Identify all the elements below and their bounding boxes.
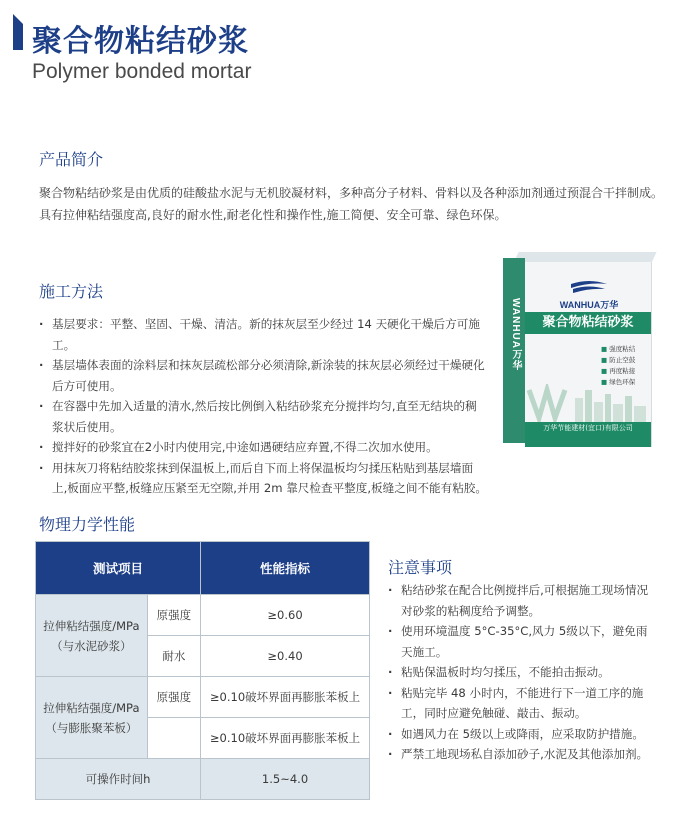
- title-accent-corner: [13, 14, 23, 24]
- table-label-cell: 可操作时间h: [36, 759, 201, 800]
- note-item: · 严禁工地现场私自添加砂子,水泥及其他添加剂。: [388, 744, 650, 765]
- method-item: · 基层墙体表面的涂料层和抹灰层疏松部分必须清除,新涂装的抹灰层必须经过干燥硬化后方可使用。: [39, 355, 487, 396]
- method-item: · 在容器中先加入适量的清水,然后按比例倒入粘结砂浆充分搅拌均匀,直至无结块的稠浆状后使用。: [39, 396, 487, 437]
- table-sub-cell: 原强度: [147, 595, 200, 636]
- package-brand: WANHUA万华: [559, 300, 619, 310]
- table-value-cell: ≥0.60: [201, 595, 370, 636]
- table-category-cell: [36, 595, 148, 677]
- page-subtitle: Polymer bonded mortar: [32, 60, 252, 83]
- table-header-row: [36, 542, 370, 595]
- table-value-cell: ≥0.10破坏界面再膨胀苯板上: [201, 718, 370, 759]
- package-feature: ■ 绿色环保: [601, 377, 635, 388]
- table-row: [36, 595, 370, 636]
- table-sub-cell: 原强度: [147, 677, 200, 718]
- note-item: · 如遇风力在 5级以上或降雨，应采取防护措施。: [388, 724, 650, 745]
- package-side-brand: WANHUA万华: [510, 298, 521, 371]
- method-item: · 搅拌好的砂浆宜在2小时内使用完,中途如遇硬结应弃置,不得二次加水使用。: [39, 437, 487, 458]
- table-value-cell: 1.5~4.0: [201, 759, 370, 800]
- category-line: （与水泥砂浆）: [51, 638, 132, 653]
- intro-text: 聚合物粘结砂浆是由优质的硅酸盐水泥与无机胶凝材料，多种高分子材料、骨料以及各种添加剂通过预混合干拌制成。具有拉伸粘结强度高,良好的耐水性,耐老化性和操作性,施工简便、安全可靠、绿色环保。: [39, 186, 664, 222]
- package-front: [525, 262, 652, 447]
- package-product-name: 聚合物粘结砂浆: [525, 312, 651, 334]
- method-item: · 基层要求：平整、坚固、干燥、清洁。新的抹灰层至少经过 14 天硬化干燥后方可施工。: [39, 314, 487, 355]
- table-header-cell: 测试项目: [36, 542, 201, 595]
- note-item: · 粘贴完毕 48 小时内，不能进行下一道工序的施工，同时应避免触碰、敲击、振动。: [388, 683, 650, 724]
- table-value-cell: ≥0.10破坏界面再膨胀苯板上: [201, 677, 370, 718]
- category-line: （与膨胀聚苯板）: [45, 720, 138, 735]
- note-item: · 使用环境温度 5°C-35°C,风力 5级以下，避免雨天施工。: [388, 621, 650, 662]
- category-line: 拉伸粘结强度/MPa: [43, 618, 140, 633]
- product-package-image: [503, 252, 655, 447]
- category-line: 拉伸粘结强度/MPa: [43, 700, 140, 715]
- table-header-cell: 性能指标: [201, 542, 370, 595]
- table-value-cell: ≥0.40: [201, 636, 370, 677]
- package-footer: 万华节能建材(宜口)有限公司: [525, 422, 651, 447]
- city-skyline-icon: [525, 384, 651, 424]
- package-feature: ■ 再度粘接: [601, 366, 635, 377]
- note-item: · 粘结砂浆在配合比例搅拌后,可根据施工现场情况对砂浆的粘稠度给予调整。: [388, 580, 650, 621]
- method-item: · 用抹灰刀将粘结胶浆抹到保温板上,而后自下而上将保温板均匀揉压粘贴到基层墙面上,板面应平整,板缝应压紧至无空隙,并用 2m 靠尺检查平整度,板缝之间不能有粘胶。: [39, 458, 487, 499]
- method-list: [39, 314, 487, 499]
- intro-heading: 产品简介: [39, 150, 104, 169]
- page-title: 聚合物粘结砂浆: [32, 24, 249, 59]
- package-feature-list: [601, 344, 635, 388]
- package-feature: ■ 防止空鼓: [601, 355, 635, 366]
- table-row: [36, 759, 370, 800]
- package-feature: ■ 强度粘结: [601, 344, 635, 355]
- wanhua-logo-icon: [569, 280, 609, 296]
- note-item: · 粘贴保温板时均匀揉压，不能拍击振动。: [388, 662, 650, 683]
- performance-table: [35, 541, 370, 800]
- performance-heading: 物理力学性能: [39, 515, 136, 534]
- table-category-cell: [36, 677, 148, 759]
- method-heading: 施工方法: [39, 282, 104, 301]
- notes-list: [388, 580, 650, 765]
- table-sub-cell-empty: [147, 718, 200, 759]
- table-row: [36, 677, 370, 718]
- notes-heading: 注意事项: [388, 558, 453, 577]
- table-sub-cell: 耐水: [147, 636, 200, 677]
- package-side: [503, 258, 525, 443]
